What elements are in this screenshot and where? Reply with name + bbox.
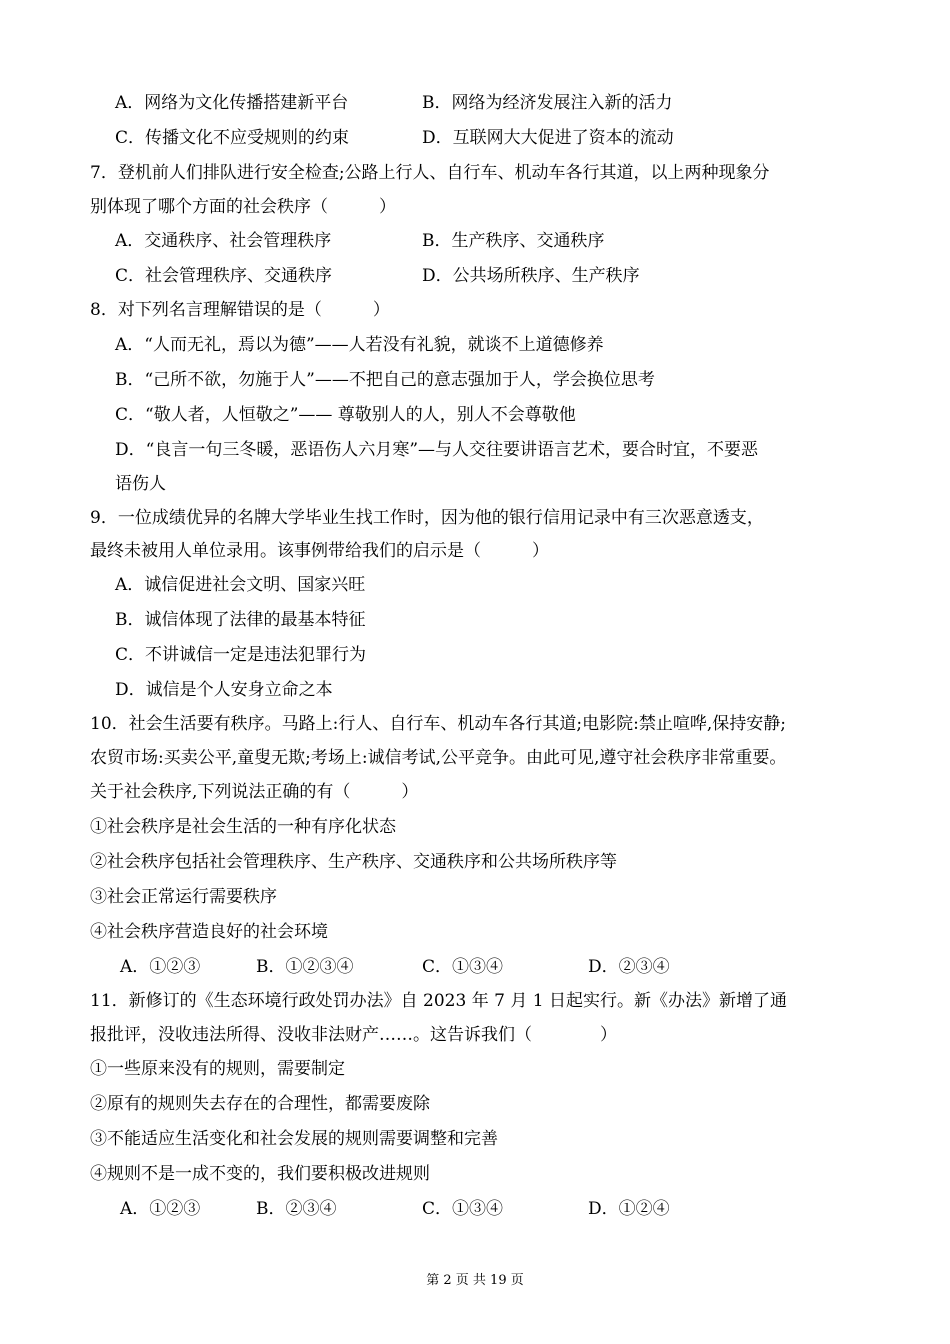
q6-option-a: A．网络为文化传播搭建新平台 xyxy=(115,93,349,113)
q7-stem-line1: 7．登机前人们排队进行安全检查;公路上行人、自行车、机动车各行其道，以上两种现象分 xyxy=(90,163,770,183)
q10-option-b: B．①②③④ xyxy=(256,957,354,977)
q7-option-d: D．公共场所秩序、生产秩序 xyxy=(422,266,640,286)
q11-statement-2: ②原有的规则失去存在的合理性，都需要废除 xyxy=(90,1094,430,1114)
q11-option-b: B．②③④ xyxy=(256,1199,337,1219)
q11-option-d: D．①②④ xyxy=(588,1199,670,1219)
q10-stem-line3: 关于社会秩序,下列说法正确的有（ ） xyxy=(90,782,419,802)
q7-option-b: B．生产秩序、交通秩序 xyxy=(422,231,605,251)
q8-option-d-line1: D．“良言一句三冬暖，恶语伤人六月寒”—与人交往要讲语言艺术，要合时宜，不要恶 xyxy=(115,440,759,460)
q6-option-c: C．传播文化不应受规则的约束 xyxy=(115,128,350,148)
q7-option-c: C．社会管理秩序、交通秩序 xyxy=(115,266,333,286)
q10-option-a: A．①②③ xyxy=(120,957,201,977)
q6-option-d: D．互联网大大促进了资本的流动 xyxy=(422,128,674,148)
q11-option-c: C．①③④ xyxy=(422,1199,504,1219)
q7-option-a: A．交通秩序、社会管理秩序 xyxy=(115,231,332,251)
q10-statement-1: ①社会秩序是社会生活的一种有序化状态 xyxy=(90,817,396,837)
q8-option-b: B．“己所不欲，勿施于人”——不把自己的意志强加于人，学会换位思考 xyxy=(115,370,655,390)
q9-stem-line2: 最终未被用人单位录用。该事例带给我们的启示是（ ） xyxy=(90,541,549,561)
q11-stem-line1: 11．新修订的《生态环境行政处罚办法》自 2023 年 7 月 1 日起实行。新《办法》新增了通 xyxy=(90,991,787,1011)
q11-option-a: A．①②③ xyxy=(120,1199,201,1219)
q9-option-c: C．不讲诚信一定是违法犯罪行为 xyxy=(115,645,367,665)
q8-option-a: A．“人而无礼，焉以为德”——人若没有礼貌，就谈不上道德修养 xyxy=(115,335,604,355)
q10-stem-line2: 农贸市场:买卖公平,童叟无欺;考场上:诚信考试,公平竞争。由此可见,遵守社会秩序非常重要。 xyxy=(90,748,787,768)
q8-option-d-line2: 语伤人 xyxy=(115,474,166,494)
q6-option-b: B．网络为经济发展注入新的活力 xyxy=(422,93,673,113)
q8-stem: 8．对下列名言理解错误的是（ ） xyxy=(90,300,390,320)
q8-option-c: C．“敬人者，人恒敬之”—— 尊敬别人的人，别人不会尊敬他 xyxy=(115,405,576,425)
q10-statement-2: ②社会秩序包括社会管理秩序、生产秩序、交通秩序和公共场所秩序等 xyxy=(90,852,617,872)
q11-statement-4: ④规则不是一成不变的，我们要积极改进规则 xyxy=(90,1164,430,1184)
q11-stem-line2: 报批评，没收违法所得、没收非法财产……。这告诉我们（ ） xyxy=(90,1025,617,1045)
q9-stem-line1: 9．一位成绩优异的名牌大学毕业生找工作时，因为他的银行信用记录中有三次恶意透支， xyxy=(90,508,764,528)
q9-option-a: A．诚信促进社会文明、国家兴旺 xyxy=(115,575,366,595)
q11-statement-3: ③不能适应生活变化和社会发展的规则需要调整和完善 xyxy=(90,1129,498,1149)
q10-statement-3: ③社会正常运行需要秩序 xyxy=(90,887,277,907)
page-number-footer: 第 2 页 共 19 页 xyxy=(426,1273,524,1288)
q10-option-d: D．②③④ xyxy=(588,957,670,977)
q10-statement-4: ④社会秩序营造良好的社会环境 xyxy=(90,922,328,942)
q9-option-b: B．诚信体现了法律的最基本特征 xyxy=(115,610,366,630)
q10-stem-line1: 10．社会生活要有秩序。马路上:行人、自行车、机动车各行其道;电影院:禁止喧哗,保持安静; xyxy=(90,714,786,734)
q10-option-c: C．①③④ xyxy=(422,957,504,977)
q9-option-d: D．诚信是个人安身立命之本 xyxy=(115,680,333,700)
q11-statement-1: ①一些原来没有的规则，需要制定 xyxy=(90,1059,345,1079)
q7-stem-line2: 别体现了哪个方面的社会秩序（ ） xyxy=(90,197,396,217)
